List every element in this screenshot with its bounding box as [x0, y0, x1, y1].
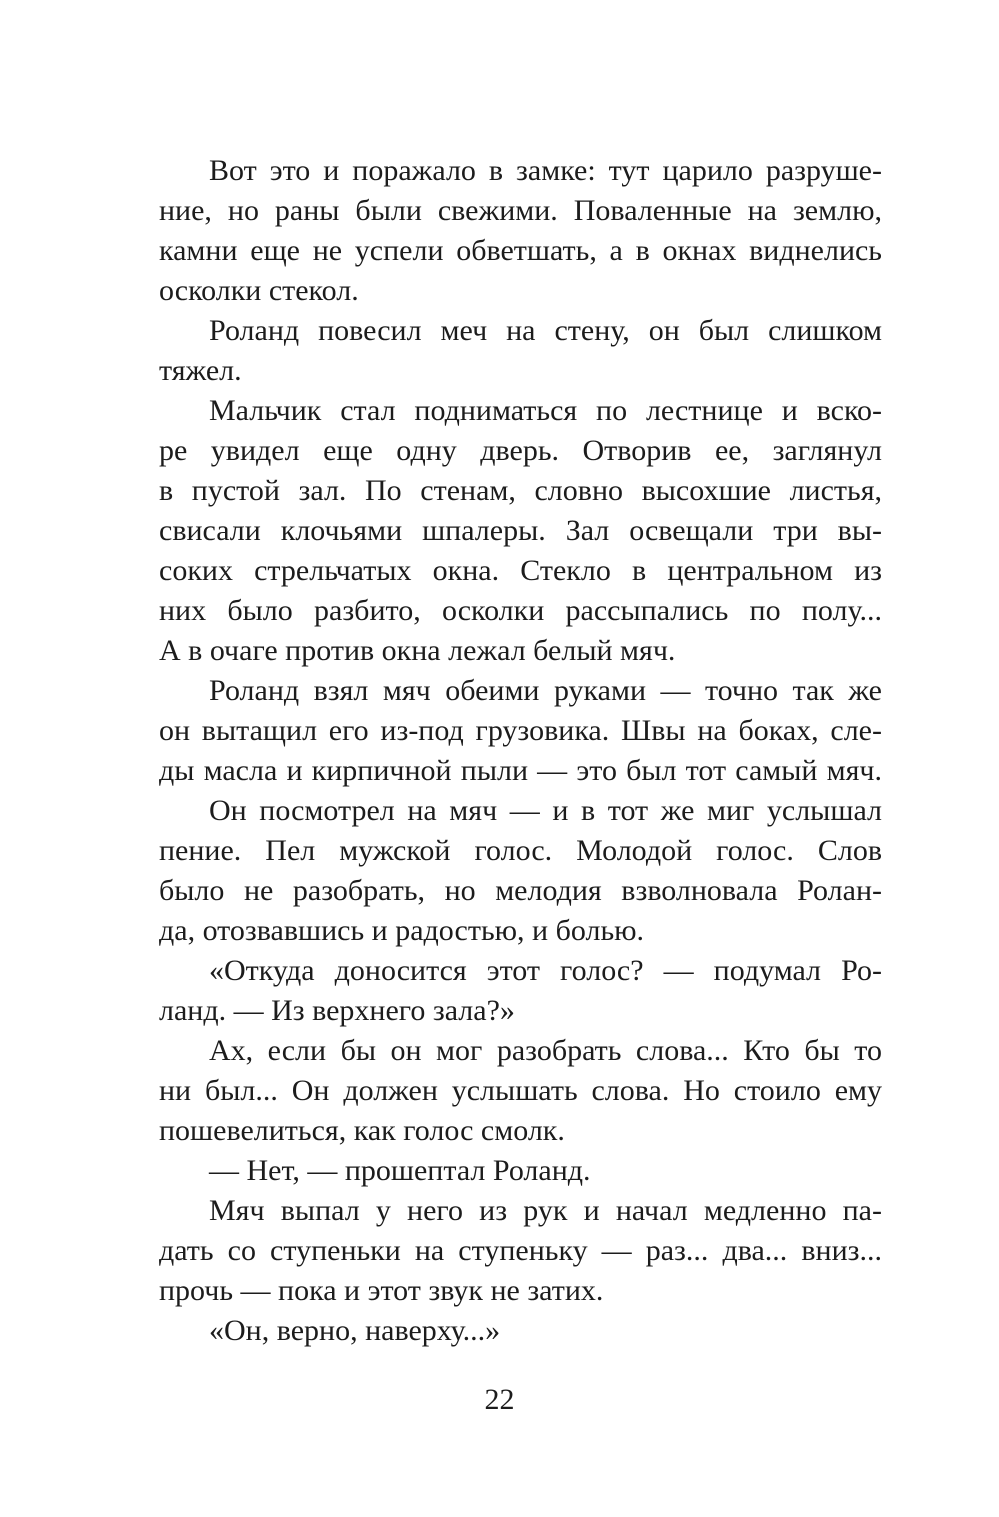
text-line: ние, но раны были свежими. Поваленные на землю,: [159, 194, 882, 227]
text-line: ре увидел еще одну дверь. Отворив ее, заглянул: [159, 434, 882, 467]
text-line: — Нет, — прошептал Роланд.: [209, 1154, 591, 1187]
text-line: «Он, верно, наверху...»: [209, 1314, 501, 1347]
paragraph: [159, 311, 882, 391]
body-text: [159, 151, 882, 1351]
text-line: пошевелиться, как голос смолк.: [159, 1114, 565, 1147]
text-line: Роланд взял мяч обеими руками — точно так же: [209, 674, 882, 707]
text-line: соких стрельчатых окна. Стекло в центральном из: [159, 554, 882, 587]
text-line: тяжел.: [159, 354, 242, 387]
text-line: прочь — пока и этот звук не затих.: [159, 1274, 604, 1307]
text-line: «Откуда доносится этот голос? — подумал Ро-: [209, 954, 882, 987]
text-line: свисали клочьями шпалеры. Зал освещали три вы-: [159, 514, 882, 547]
text-line: осколки стекол.: [159, 274, 359, 307]
text-line: Ах, если бы он мог разобрать слова... Кто бы то: [209, 1034, 882, 1067]
text-line: Он посмотрел на мяч — и в тот же миг услышал: [209, 794, 882, 827]
paragraph: [159, 671, 882, 791]
paragraph: [159, 1151, 882, 1191]
paragraph: [159, 1191, 882, 1311]
paragraph: [159, 791, 882, 951]
page-number: 22: [484, 1383, 515, 1416]
text-line: да, отозвавшись и радостью, и болью.: [159, 914, 645, 947]
text-line: ды масла и кирпичной пыли — это был тот самый мяч.: [159, 754, 882, 787]
text-line: Вот это и поражало в замке: тут царило разруше-: [209, 154, 882, 187]
text-line: А в очаге против окна лежал белый мяч.: [159, 634, 676, 667]
text-line: в пустой зал. По стенам, словно высохшие листья,: [159, 474, 882, 507]
text-line: камни еще не успели обветшать, а в окнах виднелись: [159, 234, 882, 267]
text-line: Роланд повесил меч на стену, он был слишком: [209, 314, 882, 347]
text-line: Мяч выпал у него из рук и начал медленно па-: [209, 1194, 882, 1227]
paragraph: [159, 1031, 882, 1151]
text-line: ни был... Он должен услышать слова. Но стоило ему: [159, 1074, 882, 1107]
text-line: Мальчик стал подниматься по лестнице и вско-: [209, 394, 882, 427]
text-line: пение. Пел мужской голос. Молодой голос. Слов: [159, 834, 882, 867]
text-line: них было разбито, осколки рассыпались по полу...: [159, 594, 882, 627]
paragraph: [159, 951, 882, 1031]
text-line: он вытащил его из-под грузовика. Швы на боках, сле-: [159, 714, 882, 747]
text-line: дать со ступеньки на ступеньку — раз... два... вниз...: [159, 1234, 882, 1267]
text-line: было не разобрать, но мелодия взволновала Ролан-: [159, 874, 882, 907]
paragraph: [159, 1311, 882, 1351]
paragraph: [159, 151, 882, 311]
text-line: ланд. — Из верхнего зала?»: [159, 994, 515, 1027]
paragraph: [159, 391, 882, 671]
